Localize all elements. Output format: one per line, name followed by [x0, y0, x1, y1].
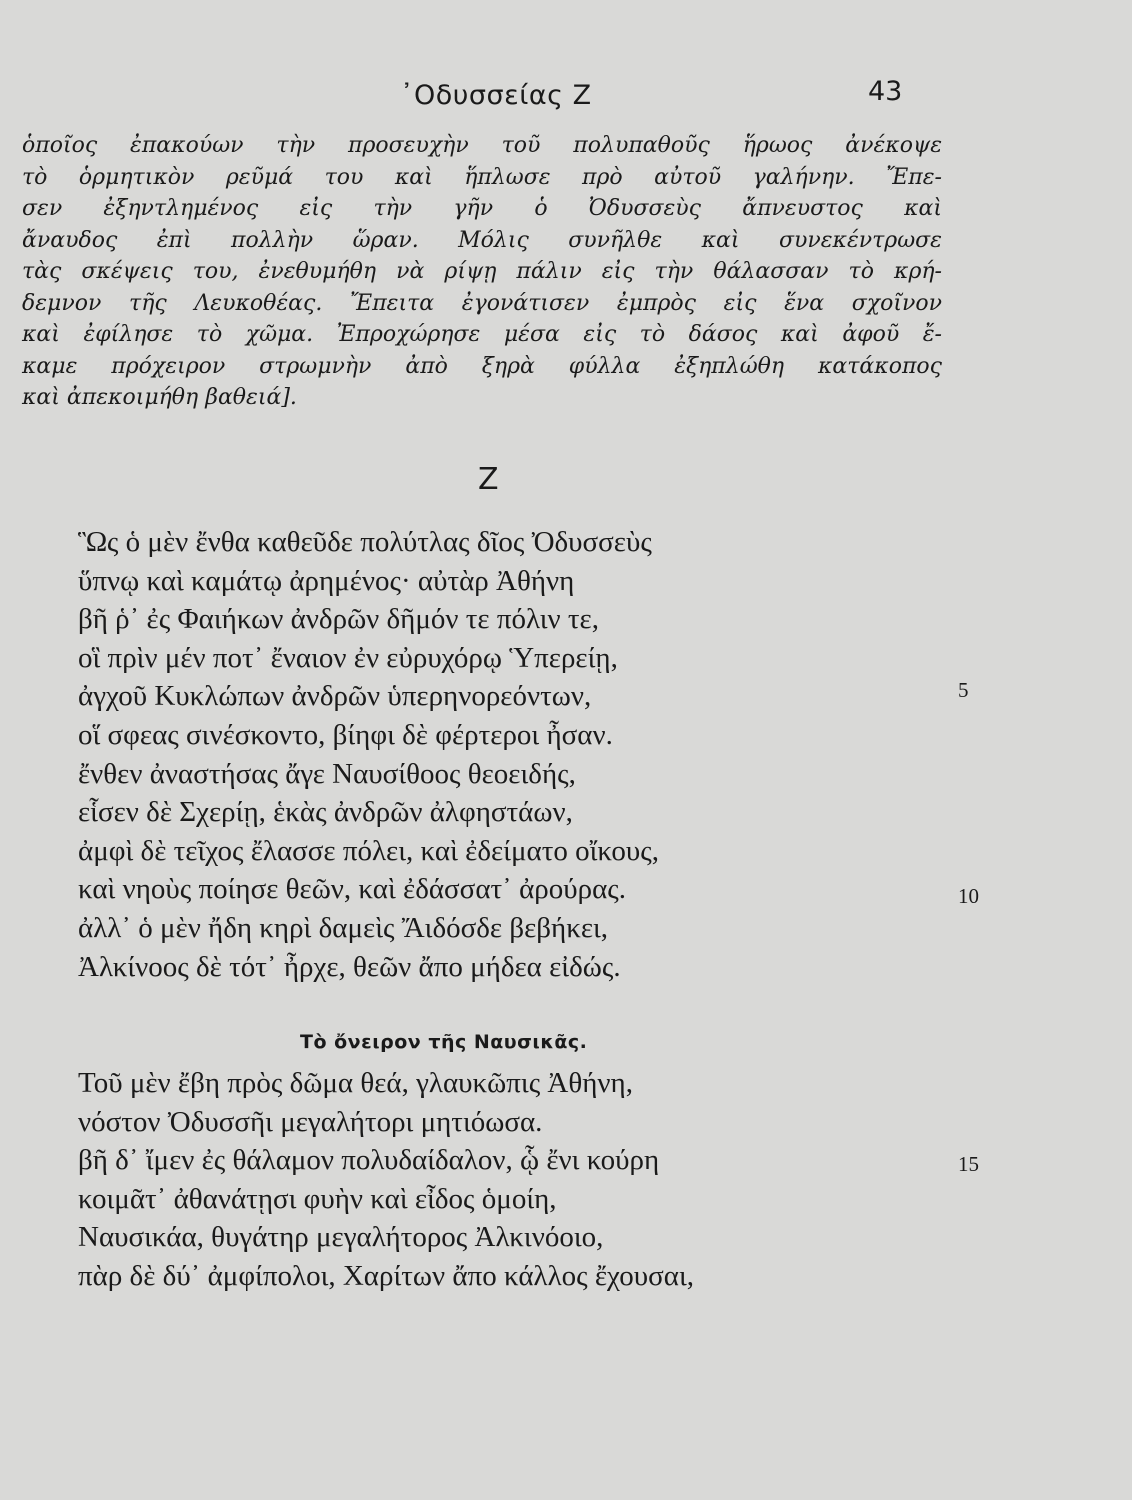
summary-line: καμε πρόχειρον στρωμνὴν ἀπὸ ξηρὰ φύλλα ἐξηπλώθη κατάκοπος — [22, 353, 942, 379]
verse-line: ὕπνῳ καὶ καμάτῳ ἀρημένος· αὐτὰρ Ἀθήνη — [78, 564, 575, 597]
verse-line: πὰρ δὲ δύ᾽ ἀμφίπολοι, Χαρίτων ἄπο κάλλος ἔχουσαι, — [78, 1259, 695, 1292]
verse-line: Ἀλκίνοος δὲ τότ᾽ ἦρχε, θεῶν ἄπο μήδεα εἰδώς. — [78, 950, 621, 983]
page-number: 43 — [868, 76, 903, 107]
verse-line: ἀλλ᾽ ὁ μὲν ἤδη κηρὶ δαμεὶς Ἄιδόσδε βεβήκει, — [78, 911, 609, 944]
line-number-10: 10 — [958, 884, 979, 908]
section-heading: Τὸ ὄνειρον τῆς Ναυσικᾶς. — [300, 1031, 588, 1053]
verse-line: εἷσεν δὲ Σχερίῃ, ἑκὰς ἀνδρῶν ἀλφηστάων, — [78, 796, 573, 829]
verse-line: βῆ ῥ᾽ ἐς Φαιήκων ἀνδρῶν δῆμόν τε πόλιν τε, — [78, 603, 599, 636]
line-number-15: 15 — [958, 1152, 979, 1176]
line-number-5: 5 — [958, 678, 969, 702]
summary-line: τὰς σκέψεις του, ἐνεθυμήθη νὰ ρίψῃ πάλιν εἰς τὴν θάλασσαν τὸ κρή- — [22, 259, 942, 284]
summary-line: τὸ ὁρμητικὸν ρεῦμά του καὶ ἥπλωσε πρὸ αὐτοῦ γαλήνην. Ἔπε- — [22, 164, 942, 190]
verse-line: ἀγχοῦ Κυκλώπων ἀνδρῶν ὑπερηνορεόντων, — [78, 680, 592, 713]
summary-line: ἄναυδος ἐπὶ πολλὴν ὥραν. Μόλις συνῆλθε καὶ συνεκέντρωσε — [22, 227, 942, 253]
verse-line: ἀμφὶ δὲ τεῖχος ἔλασσε πόλει, καὶ ἐδείματο οἴκους, — [78, 834, 659, 867]
verse-line: Ὣς ὁ μὲν ἔνθα καθεῦδε πολύτλας δῖος Ὀδυσσεὺς — [78, 526, 652, 558]
verse-line: καὶ νηοὺς ποίησε θεῶν, καὶ ἐδάσσατ᾽ ἀρούρας. — [78, 873, 626, 906]
book-heading: Ζ — [478, 462, 499, 497]
summary-line: ὁποῖος ἐπακούων τὴν προσευχὴν τοῦ πολυπαθοῦς ἥρωος ἀνέκοψε — [22, 133, 942, 158]
verse-line: βῆ δ᾽ ἴμεν ἐς θάλαμον πολυδαίδαλον, ᾧ ἔνι κούρη — [78, 1144, 660, 1177]
verse-line: Τοῦ μὲν ἔβη πρὸς δῶμα θεά, γλαυκῶπις Ἀθήνη, — [78, 1067, 633, 1099]
summary-paragraph — [22, 130, 942, 414]
verse-line: ἔνθεν ἀναστήσας ἄγε Ναυσίθοος θεοειδής, — [78, 757, 576, 790]
verse-line: κοιμᾶτ᾽ ἀθανάτῃσι φυὴν καὶ εἶδος ὁμοίη, — [78, 1182, 557, 1215]
verse-line: οἵ σφεας σινέσκοντο, βίηφι δὲ φέρτεροι ἦσαν. — [78, 718, 613, 751]
verse-line: νόστον Ὀδυσσῆι μεγαλήτορι μητιόωσα. — [78, 1105, 543, 1138]
verse-line: Ναυσικάα, θυγάτηρ μεγαλήτορος Ἀλκινόοιο, — [78, 1221, 604, 1254]
summary-line: σεν ἐξηντλημένος εἰς τὴν γῆν ὁ Ὀδυσσεὺς ἄπνευστος καὶ — [22, 196, 942, 221]
verse-block-2 — [78, 1064, 858, 1296]
summary-line: καὶ ἐφίλησε τὸ χῶμα. Ἐπροχώρησε μέσα εἰς τὸ δάσος καὶ ἀφοῦ ἔ- — [22, 322, 942, 347]
summary-line: δεμνον τῆς Λευκοθέας. Ἔπειτα ἐγονάτισεν ἐμπρὸς εἰς ἕνα σχοῖνον — [22, 290, 942, 316]
summary-line: καὶ ἀπεκοιμήθη βαθειά]. — [22, 385, 297, 410]
verse-line: οἳ πρὶν μέν ποτ᾽ ἔναιον ἐν εὐρυχόρῳ Ὑπερείῃ, — [78, 641, 618, 674]
verse-block-1 — [78, 523, 858, 986]
running-header-title: ᾿Οδυσσείας Ζ — [400, 80, 592, 111]
